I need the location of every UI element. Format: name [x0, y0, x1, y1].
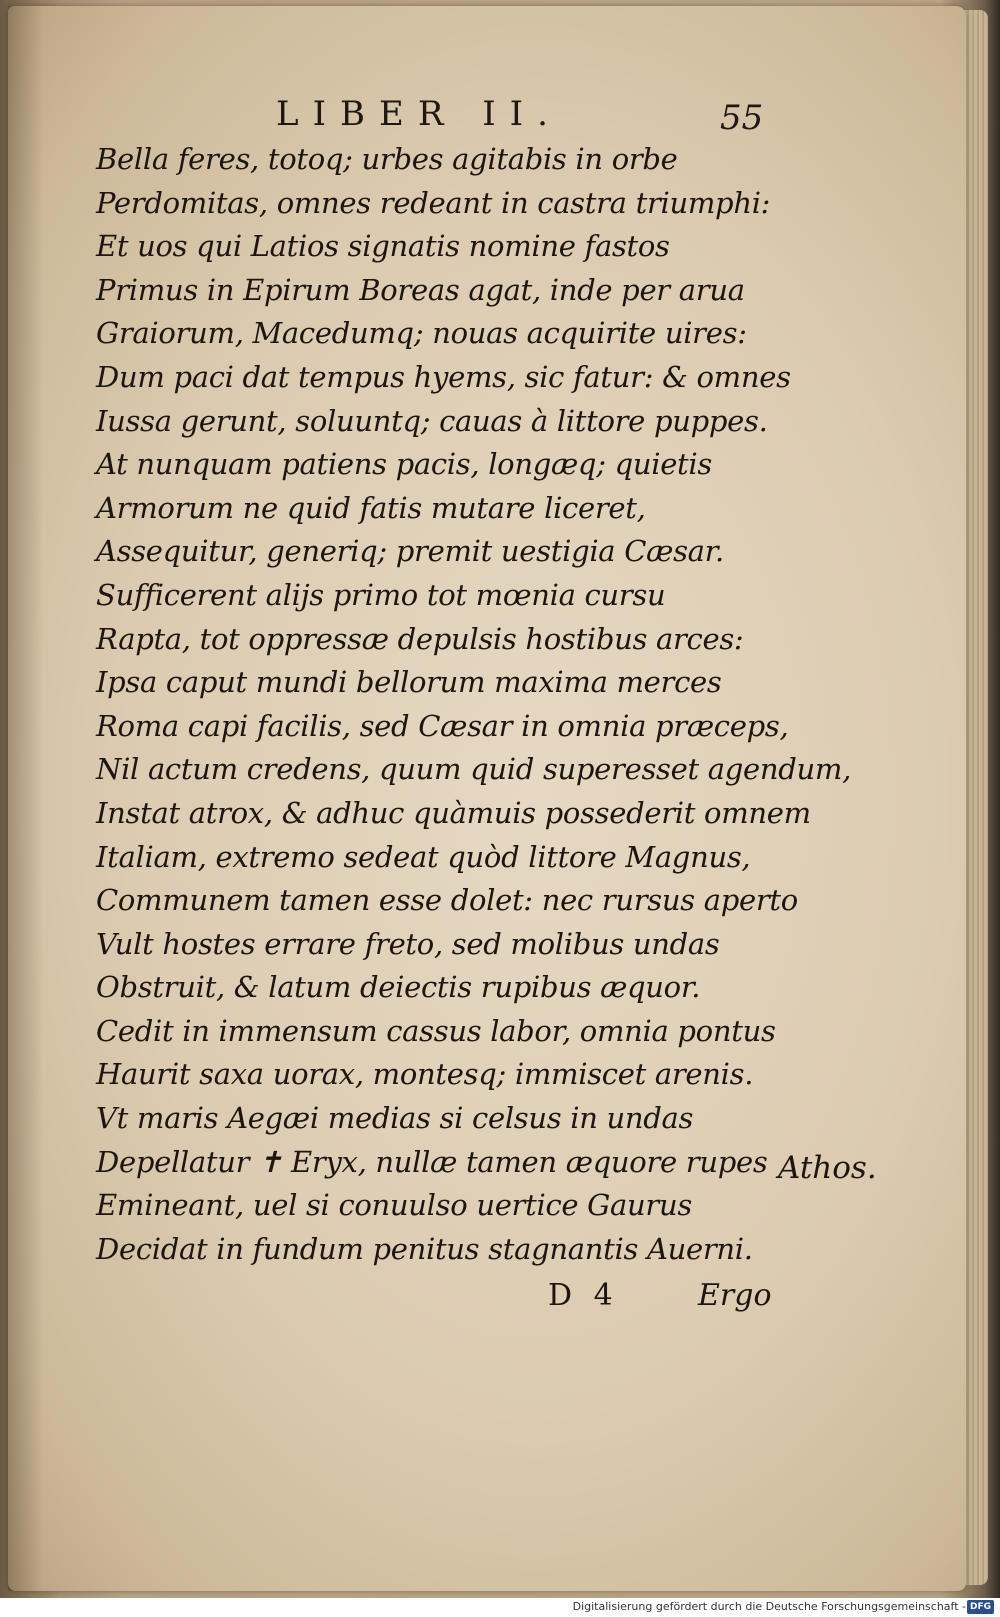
catchword: Ergo — [698, 1278, 772, 1313]
verse-line: Communem tamen esse dolet: nec rursus aperto — [96, 883, 798, 918]
verse-line: Graiorum, Macedumq; nouas acquirite uires: — [96, 316, 747, 351]
verse-line: Bella feres, totoq; urbes agitabis in orbe — [96, 142, 678, 176]
verse-line: Emineant, uel si conuulso uertice Gaurus — [96, 1188, 692, 1223]
page-number: 55 — [720, 98, 764, 138]
verse-line: Decidat in fundum penitus stagnantis Auerni. — [96, 1231, 753, 1266]
verse-line: Dum paci dat tempus hyems, sic fatur: & omnes — [96, 359, 791, 394]
footer-credit: Digitalisierung gefördert durch die Deutsche Forschungsgemeinschaft - — [572, 1600, 966, 1613]
signature-mark: D 4 — [548, 1278, 619, 1313]
verse-line: Vt maris Aegæi medias si celsus in undas — [96, 1101, 694, 1136]
verse-line: Iussa gerunt, soluuntq; cauas à littore puppes. — [96, 403, 768, 438]
verse-line: Vult hostes errare freto, sed molibus undas — [96, 926, 720, 961]
verse-line: Rapta, tot oppressæ depulsis hostibus arces: — [96, 621, 744, 656]
verse-line: Roma capi facilis, sed Cæsar in omnia præceps, — [96, 708, 789, 743]
verse-line: Et uos qui Latios signatis nomine fastos — [96, 229, 670, 264]
verse-line: Sufficerent alijs primo tot mœnia cursu — [96, 577, 666, 612]
book-page — [8, 6, 966, 1591]
verse-line: Italiam, extremo sedeat quòd littore Magnus, — [96, 839, 751, 874]
running-head: LIBER II. — [276, 94, 562, 134]
verse-line: Assequitur, generiq; premit uestigia Cæsar. — [96, 534, 724, 569]
verse-line: Nil actum credens, quum quid superesset agendum, — [96, 752, 852, 787]
margin-note: Athos. — [778, 1150, 877, 1186]
verse-line: Armorum ne quid fatis mutare liceret, — [96, 490, 646, 525]
verse-line: Obstruit, & latum deiectis rupibus æquor. — [96, 970, 701, 1005]
verse-line: Cedit in immensum cassus labor, omnia pontus — [96, 1013, 776, 1048]
verse-line: Instat atrox, & adhuc quàmuis possederit omnem — [96, 795, 811, 830]
verse-line: Ipsa caput mundi bellorum maxima merces — [96, 665, 722, 700]
dfg-logo-icon: DFG — [967, 1600, 994, 1614]
verse-line: Perdomitas, omnes redeant in castra triumphi: — [96, 185, 771, 220]
verse-line: At nunquam patiens pacis, longæq; quietis — [96, 447, 712, 482]
verse-line: Primus in Epirum Boreas agat, inde per arua — [96, 272, 745, 307]
verse-line: Depellatur ✝ Eryx, nullæ tamen æquore rupes — [96, 1144, 768, 1179]
verse-line: Haurit saxa uorax, montesq; immiscet arenis. — [96, 1057, 754, 1092]
